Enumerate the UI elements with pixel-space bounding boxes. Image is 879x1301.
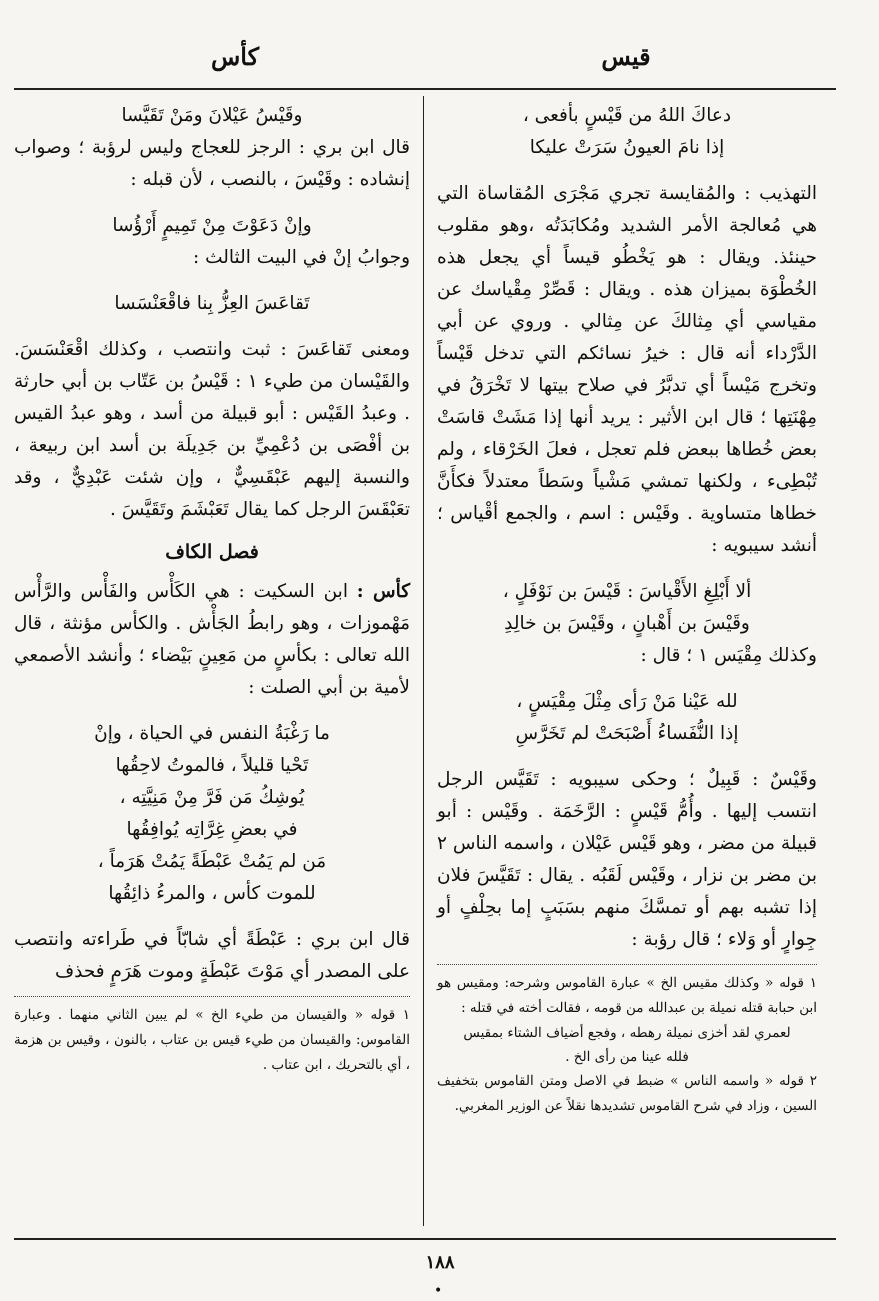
- verse-line: في بعضِ غِرَّاتِه يُوافِقُها: [126, 819, 298, 840]
- footnote: ١ قوله « وكذلك مقيس الخ » عبارة القاموس وشرحه: ومقيس هو ابن حبابة قتله نميلة بن عبدالله من قومه ، فقالت أخته في قتله :: [437, 975, 817, 1016]
- column-divider: [423, 96, 424, 1226]
- page-dot: •: [434, 1283, 443, 1299]
- paragraph: ومعنى تَقاعَسَ : ثبت وانتصب ، وكذلك اقْعَنْسَسَ. والقَيْسان من طيء ١ : قَيْسُ بن عَتّاب بن أبي حارثة . وعبدُ القَيْس : أبو قبيلة من أسد ، وهو عبدُ القيس بن أفْصَى بن دُعْمِيِّ بن جَدِيلَة بن أسد ابن ربيعة ، والنسبة إليهم عَبْقَسِيٌّ ، وإن شئت عَبْدِيٌّ ، وقد تعَبْقَسَ الرجل كما يقال تَعَبْشَمَ وتَقَيَّسَ .: [14, 339, 410, 520]
- verse-line: لله عَيْنا مَنْ رَأى مِثْلَ مِقْيَسٍ ،: [516, 691, 738, 712]
- left-column: [14, 100, 410, 1078]
- paragraph: ابن السكيت : هي الكَأْس والفَأْس والرَّأْس مَهْموزات ، وهو رابطُ الجَأْش . والكأس مؤنثة ، قال الله تعالى : بكأسٍ من مَعِينٍ بَيْضاء ؛ وأنشد الأصمعي لأمية بن أبي الصلت :: [14, 581, 410, 698]
- bottom-rule: [14, 1238, 836, 1240]
- header-left-keyword: كأس: [210, 42, 260, 71]
- verse-line: وقَيْسَ بن أَهْبانٍ ، وقَيْسَ بن خالِدِ: [504, 613, 750, 634]
- footnote-separator: [437, 964, 817, 965]
- header-right-keyword: قيس: [601, 42, 651, 71]
- footnote: ١ قوله « والقيسان من طيء الخ » لم يبين الثاني منهما . وعبارة القاموس: والقيسان من طيء قيس بن عتاب ، بالنون ، وقيس بن هزمة ، أي بالتحريك ، ابن عتاب .: [14, 1007, 410, 1073]
- section-title: فصل الكاف: [165, 541, 259, 563]
- page-number: ١٨٨: [425, 1252, 455, 1273]
- verse-line: يُوشِكُ مَن فَرَّ مِنْ مَنِيَّتِه ،: [119, 787, 305, 808]
- paragraph: وكذلك مِقْيَس ١ ؛ قال :: [640, 645, 817, 666]
- verse-line: مَن لم يَمُتْ عَبْطَةً يَمُتْ هَرَماً ،: [97, 851, 327, 872]
- verse-line: دعاكَ اللهُ من قَيْسٍ بأفعى ،: [522, 105, 732, 126]
- entry-headword: كأس :: [356, 581, 411, 602]
- verse-line: للموت كأس ، والمرءُ ذائِقُها: [108, 883, 316, 904]
- paragraph: التهذيب : والمُقايسة تجري مَجْرَى المُقاساة التي هي مُعالجة الأمر الشديد ومُكابَدَتُه ،وهو مقلوب حينئذ. ويقال : هو يَخْطُو قيساً أي يجعل هذه الخُطْوَة بميزان هذه . ويقال : قَصِّرْ مِقْياسك عن مقياسي أي مِثالكَ عن مِثالي . وروي عن أبي الدَّرْداء أنه قال : خيرُ نسائكم التي تدخل قَيْساً وتخرج مَيْساً أي تدبَّرُ في صلاح بيتها لا تَخْرَقُ في مِهْنَتِها ؛ قال ابن الأثير : يريد أنها إذا مَشَتْ قاسَتْ بعض خُطاها ببعض فلم تعجل ، فعلَ الخَرْقاء ، ولم تُبْطِىء ، ولكنها تمشي مَشْياً وسَطاً معتدلاً فكأَنَّ خطاها متساوية . وقَيْس : اسم ، والجمع أقْياس ؛ أنشد سيبويه :: [437, 183, 817, 556]
- footnote-verse: لعمري لقد أخزى نميلة رهطه ، وفجع أضياف الشتاء بمقيس: [463, 1025, 791, 1041]
- verse-line: ألا أَبْلِغِ الأَقْياسَ : قَيْسَ بن نَوْفَلٍ ،: [502, 581, 752, 602]
- paragraph: قال ابن بري : الرجز للعجاج وليس لرؤبة ؛ وصواب إنشاده : وقَيْسَ ، بالنصب ، لأن قبله :: [14, 137, 410, 190]
- top-rule: [14, 88, 836, 90]
- verse-line: ما رَغْبَةُ النفس في الحياة ، وإنْ: [94, 723, 330, 744]
- footnote-verse: فلله عينا من رأى الخ .: [565, 1049, 689, 1065]
- entry-paragraph: [14, 576, 410, 704]
- paragraph: وقَيْسٌ : قَبِيلٌ ؛ وحكى سيبويه : تَقَيَّس الرجل انتسب إليها . وأُمُّ قَيْسٍ : الرَّخَمَة . وقَيْس : أبو قبيلة من مضر ، وهو قَيْس عَيْلان ، واسمه الناس ٢ بن مضر بن نزار ، وقَيْس لَقَبُه . يقال : تَقَيَّسَ فلان إذا تشبه بهم أو تمسَّكَ منهم بسَبَبٍ إما بحِلْفٍ أو جِوارٍ أو وَلاء ؛ قال رؤبة :: [437, 769, 817, 950]
- verse-line: تَقاعَسَ العِزُّ بِنا فاقْعَنْسَسا: [114, 293, 310, 314]
- footnote-separator: [14, 996, 410, 997]
- footnote: ٢ قوله « واسمه الناس » ضبط في الاصل ومتن القاموس بتخفيف السين ، وزاد في شرح القاموس تشديدها نقلاً عن الوزير المغربي.: [437, 1073, 817, 1114]
- paragraph: قال ابن بري : عَبْطَةً أي شابّاً في طَراءته وانتصب على المصدر أي مَوْتَ عَبْطَةٍ وموت هَرَمٍ فحذف: [14, 929, 410, 982]
- right-column: [437, 100, 817, 1119]
- paragraph: وجوابُ إنْ في البيت الثالث :: [192, 247, 410, 268]
- verse-line: وإنْ دَعَوْتَ مِنْ تَمِيمٍ أَرْؤُسا: [112, 215, 312, 236]
- verse-line: تَحْيا قليلاً ، فالموتُ لاحِقُها: [115, 755, 309, 776]
- verse-line: إذا نامَ العيونُ سَرَتْ عليكا: [529, 137, 725, 158]
- verse-line: وقَيْسُ عَيْلانَ ومَنْ تَقَيَّسا: [121, 105, 303, 126]
- verse-line: إذا النُّفَساءُ أَصْبَحَتْ لم تَخَرَّسِ: [515, 723, 739, 744]
